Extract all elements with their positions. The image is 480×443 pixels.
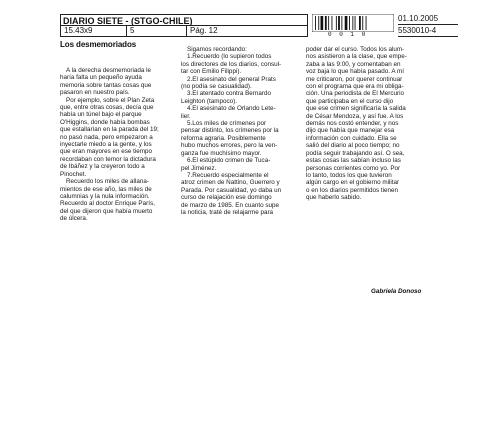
article-line: algún cargo en el gobierno militar [306,179,400,187]
article-column-1 [60,67,175,223]
article-line: los directores de los diarios, consul- [181,60,282,68]
article-line: que, entre otras cosas, decía que [60,104,154,112]
article-line: pensar distinto, los crímenes por la [181,127,279,135]
article-line: la noticia, traté de relajarme para [181,208,274,216]
article-line: ción. Una periodista de El Mercurio [306,90,404,98]
clipping-size: 15.43x9 [61,26,127,36]
article-line: 6.El estúpido crimen de Tuca- [187,157,271,165]
article-line: recordaban con temor la dictadura [60,155,156,163]
article-line: pasaron en nuestro país. [60,89,130,97]
article-line: Recuerdo al doctor Enrique París, [60,200,155,208]
article-line: 1.Recuerdo (lo supieron todos [187,53,272,61]
article-line: de marzo de 1985. En cuanto supe [181,201,280,209]
article-line: dijo que había que manejar esa [306,127,395,135]
article-line: podía seguir trabajando así. O sea, [306,149,405,157]
article-line: que haberlo sabido. [306,194,362,202]
article-line: lo tanto, todos los que tuvieron [306,171,392,179]
article-line: Recuerdo los miles de allana- [66,178,149,186]
article-line: demás nos costó entender, y nos [306,120,399,128]
article-line: 3.El atentado contra Bernardo [187,90,272,98]
article-line: 7.Recuerdo especialmente el [187,171,269,179]
article-title: Los desmemoriados [60,40,137,49]
article-line: Sigamos recordando: [187,46,247,53]
article-author: Gabriela Donoso [371,288,422,295]
article-line: me criticaron, por querer continuar [306,75,403,83]
article-line: Leighton (tampoco). [181,97,238,105]
barcode-number: 0 0 1 0 [328,31,368,38]
article-column-2 [181,46,301,216]
article-line: 5.Los miles de crímenes por [187,120,267,128]
article-line: pel Jiménez. [181,164,217,172]
article-line: personas corrientes como yo. Por [306,164,401,172]
article-line: con el programa que era mi obliga- [306,83,404,91]
article-line: ganza fue muchísimo mayor. [181,149,262,157]
clipping-date: 01.10.2005 [398,14,458,25]
article-line: haría falta un pequeño ayuda [60,74,142,82]
clipping-code: 5530010-4 [398,26,458,37]
article-line: nos asistieron a la clase, que empe- [306,53,407,61]
article-line: zaba a las 9:00, y comentaban en [306,60,401,68]
article-line: Pinochet. [60,170,87,178]
article-line: había un túnel bajo el parque [60,111,142,119]
clipping-page: Pág. 12 [190,26,218,35]
article-line: de César Mendoza, y así fue. A los [306,112,404,120]
article-line: lier. [181,112,191,120]
article-line: reforma agraria. Posiblemente [181,134,266,142]
article-line: 2.El asesinato del general Prats [187,75,276,83]
article-line: información con cuidado. Ella se [306,134,397,142]
clipping-header [60,14,455,40]
article-line: que participaba en el curso dijo [306,97,394,105]
article-line: 4.El asesinato de Orlando Lete- [187,105,276,113]
article-line: salió del diario al poco tiempo; no [306,142,400,150]
article-line: A la derecha desmemoriada le [66,67,152,74]
article-line: o en los diarios permitidos tienen [306,186,399,194]
article-line: hubo muchos errores, pero la ven- [181,142,278,150]
article-line: voz baja lo que había pasado. A mí [306,68,405,76]
article-column-3 [306,46,421,202]
article-line: que estallarían en la parada del 19; [60,126,159,134]
article-line: O'Higgins, donde había bombas [60,118,150,126]
article-line: poder dar el curso. Todos los alum- [306,46,405,53]
article-line: de Ibáñez y la creyeron todo a [60,163,145,171]
article-line: estas cosas las sabían incluso las [306,157,401,165]
article-line: inyectarle miedo a la gente, y los [60,141,152,149]
article-line: calumnias y la nula información. [60,192,150,200]
article-line: tar con Emilio Filippi). [181,68,242,76]
article-line: que eran mayores en ese tiempo [60,148,153,156]
clipping-number: 5 [127,26,187,36]
article-line: (no podía se casualidad). [181,83,252,91]
publication-name: DIARIO SIETE - (STGO-CHILE) [60,14,308,26]
article-line: curso de relajación ese domingo [181,194,272,202]
article-line: no pasó nada, pero empezaron a [60,133,153,141]
article-line: que ese crimen significaría la salida [306,105,406,113]
article-line: Por ejemplo, sobre el Plan Zeta [66,96,155,104]
article-line: del que dijeron que había muerto [60,207,153,215]
clipping-meta-row [60,26,308,37]
article-line: mientos de ese año, las miles de [60,185,152,193]
article-line: atroz crimen de Nattino, Guerrero y [181,179,280,187]
article-line: memoria sobre tantas cosas que [60,81,152,89]
article-line: de úlcera. [60,215,88,223]
barcode-icon [312,14,394,32]
article-line: Parada. Por casualidad, yo daba un [181,186,282,194]
